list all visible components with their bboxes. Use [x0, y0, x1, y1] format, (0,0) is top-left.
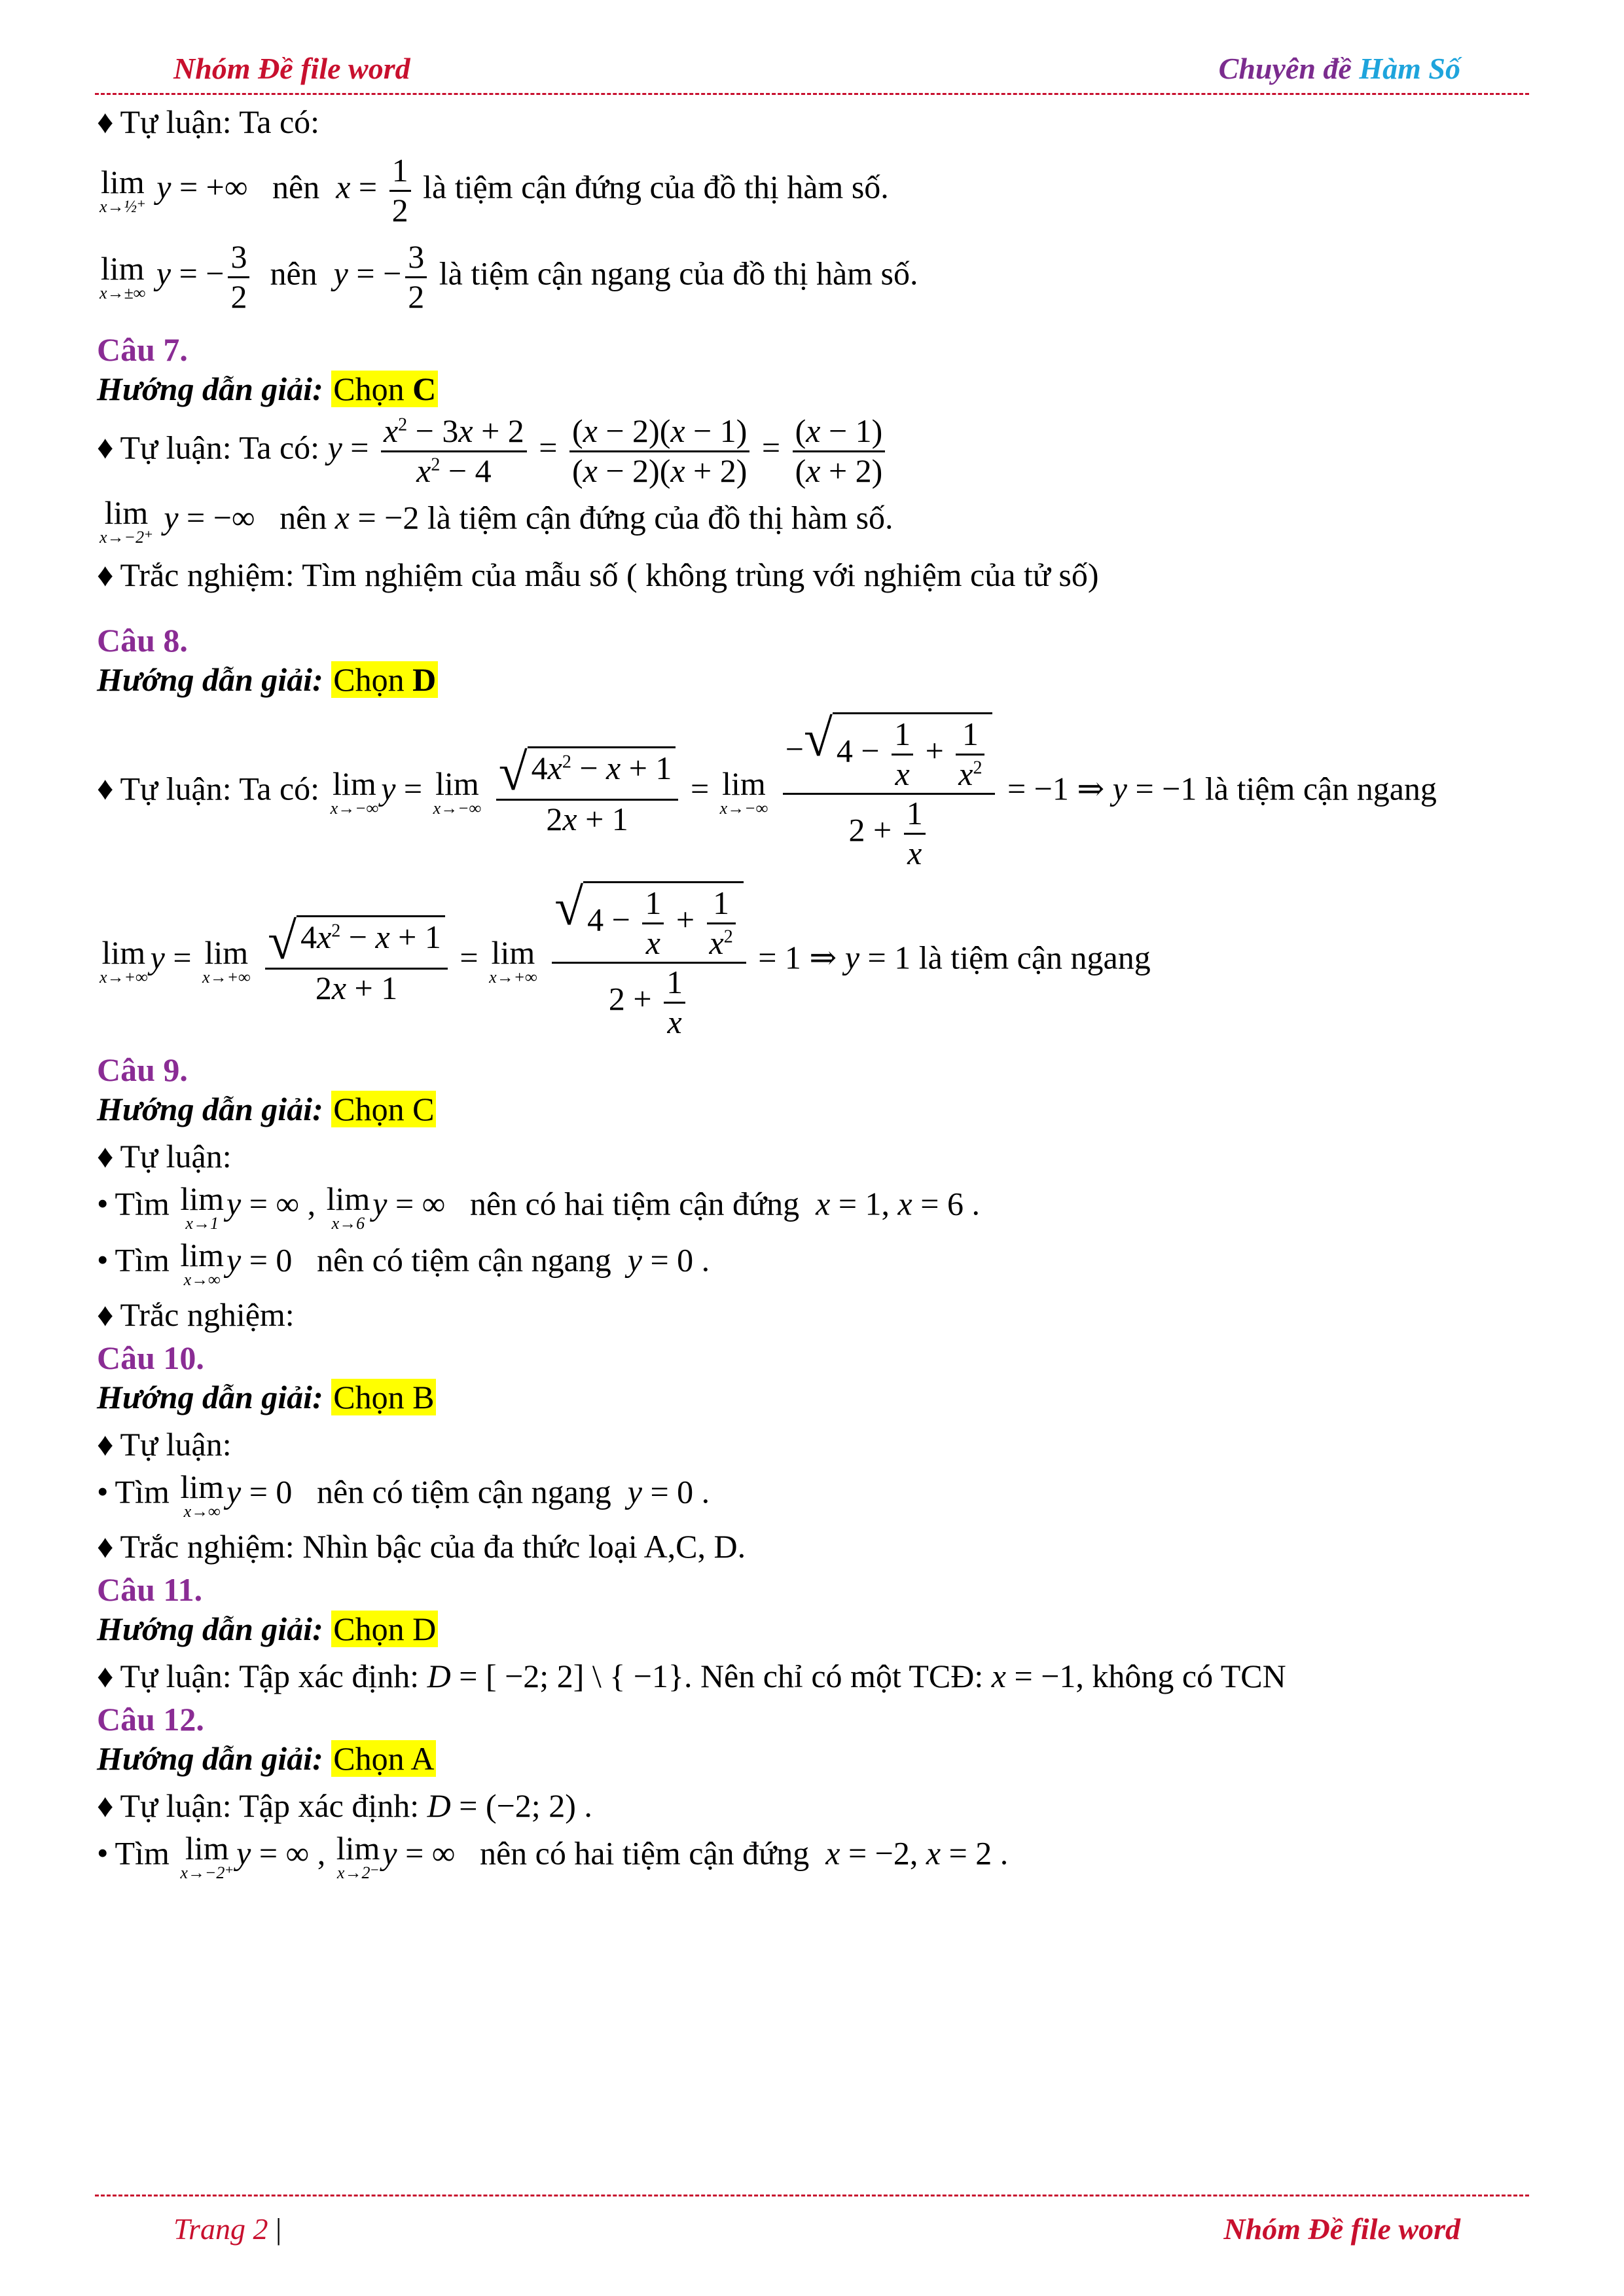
- footer-right: Nhóm Đề file word: [1223, 2212, 1460, 2246]
- q9-guide: Hướng dẫn giải: Chọn C: [97, 1089, 1530, 1129]
- q9-tuluan: ♦ Tự luận:: [97, 1138, 232, 1175]
- q12-tim: • Tìm lim x→−2⁺ y = ∞ , lim x→2⁻ y = ∞ nên có hai tiệm cận đứng x = −2, x = 2 .: [97, 1830, 1009, 1882]
- q12-tuluan: ♦ Tự luận: Tập xác định: D = (−2; 2) .: [97, 1787, 592, 1824]
- q12-guide: Hướng dẫn giải: Chọn A: [97, 1739, 1530, 1778]
- q7-trac: ♦ Trắc nghiệm: Tìm nghiệm của mẫu số ( không trùng với nghiệm của tử số): [97, 556, 1099, 593]
- q12-title: Câu 12.: [97, 1701, 204, 1738]
- q9-title: Câu 9.: [97, 1051, 188, 1088]
- q8-title: Câu 8.: [97, 622, 188, 659]
- q9-choice-highlight: Chọn C: [331, 1091, 436, 1127]
- q10-guide: Hướng dẫn giải: Chọn B: [97, 1377, 1530, 1417]
- q9-trac: ♦ Trắc nghiệm:: [97, 1296, 295, 1333]
- header-right-b: Hàm Số: [1359, 52, 1460, 85]
- q6-lim1: lim x→½⁺ y = +∞ nên x = $\frac{1}{2}$ là tiệm cận đứng của đồ thị hàm số.: [99, 152, 889, 228]
- header-right: [1219, 51, 1460, 86]
- q8-choice-highlight: Chọn D: [331, 661, 438, 698]
- q11-guide: Hướng dẫn giải: Chọn D: [97, 1609, 1530, 1649]
- q8-lim-pos: lim x→+∞ y = lim x→+∞ √ $4x^2 - x + 1$ 2x + 1 = lim x→+∞ √ 4 − $\frac{1}{x}$ + $\frac{1}{x^2}$ 2 + $\frac{1}{x}$ = 1 ⇒ y = 1 là tiệm cận ngang: [99, 879, 1151, 1040]
- q10-title: Câu 10.: [97, 1339, 204, 1376]
- q7-lim: lim x→−2⁺ y = −∞ nên x = −2 là tiệm cận đứng của đồ thị hàm số.: [99, 494, 893, 547]
- q9-tim1: • Tìm lim x→1 y = ∞ , lim x→6 y = ∞ nên có hai tiệm cận đứng x = 1, x = 6 .: [97, 1180, 980, 1233]
- q7-guide: Hướng dẫn giải: Chọn C: [97, 369, 1530, 409]
- document-body: [97, 98, 1530, 1882]
- footer-rule: [95, 2195, 1529, 2196]
- q7-choice-highlight: Chọn C: [331, 371, 438, 407]
- footer-page: Trang 2 |: [173, 2212, 282, 2246]
- q9-tim2: • Tìm lim x→∞ y = 0 nên có tiệm cận ngang y = 0 .: [97, 1237, 710, 1289]
- q6-lim2: lim x→±∞ y = − $\frac{3}{2}$ nên y = − $\frac{3}{2}$ là tiệm cận ngang của đồ thị hàm số.: [99, 238, 918, 315]
- q11-title: Câu 11.: [97, 1571, 203, 1608]
- header-rule: [95, 93, 1529, 95]
- q7-title: Câu 7.: [97, 331, 188, 368]
- q10-tim: • Tìm lim x→∞ y = 0 nên có tiệm cận ngang y = 0 .: [97, 1468, 710, 1521]
- q6-tuluan: ♦ Tự luận: Ta có:: [97, 103, 320, 140]
- header-right-a: Chuyên đề: [1218, 52, 1360, 85]
- q8-lim-neg: ♦ Tự luận: Ta có: lim x→−∞ y = lim x→−∞ √ $4x^2 - x + 1$ 2x + 1 = lim x→−∞ − √ 4 − $\frac{1}{x}$ + $\frac{1}{x^2}$ 2 + $\frac{1}{x}$ = −1 ⇒ y = −1 là tiệm cận ngang: [97, 710, 1437, 871]
- q10-choice-highlight: Chọn B: [331, 1379, 436, 1415]
- q11-tuluan: ♦ Tự luận: Tập xác định: D = [ −2; 2] \ { −1}. Nên chỉ có một TCĐ: x = −1, không có TCN: [97, 1658, 1286, 1694]
- header-left: Nhóm Đề file word: [173, 52, 410, 85]
- q10-tuluan: ♦ Tự luận:: [97, 1426, 232, 1463]
- q10-trac: ♦ Trắc nghiệm: Nhìn bậc của đa thức loại A,C, D.: [97, 1528, 746, 1565]
- q11-choice-highlight: Chọn D: [331, 1611, 438, 1647]
- q8-guide: Hướng dẫn giải: Chọn D: [97, 660, 1530, 699]
- q7-formula: ♦ Tự luận: Ta có: y = $\frac{x^2 - 3x + 2}{x^2 - 4}$ = $\frac{(x - 2)(x - 1)}{(x - 2)(x + 2)}$ = $\frac{(x - 1)}{(x + 2)}$: [97, 412, 1530, 490]
- q12-choice-highlight: Chọn A: [331, 1740, 436, 1777]
